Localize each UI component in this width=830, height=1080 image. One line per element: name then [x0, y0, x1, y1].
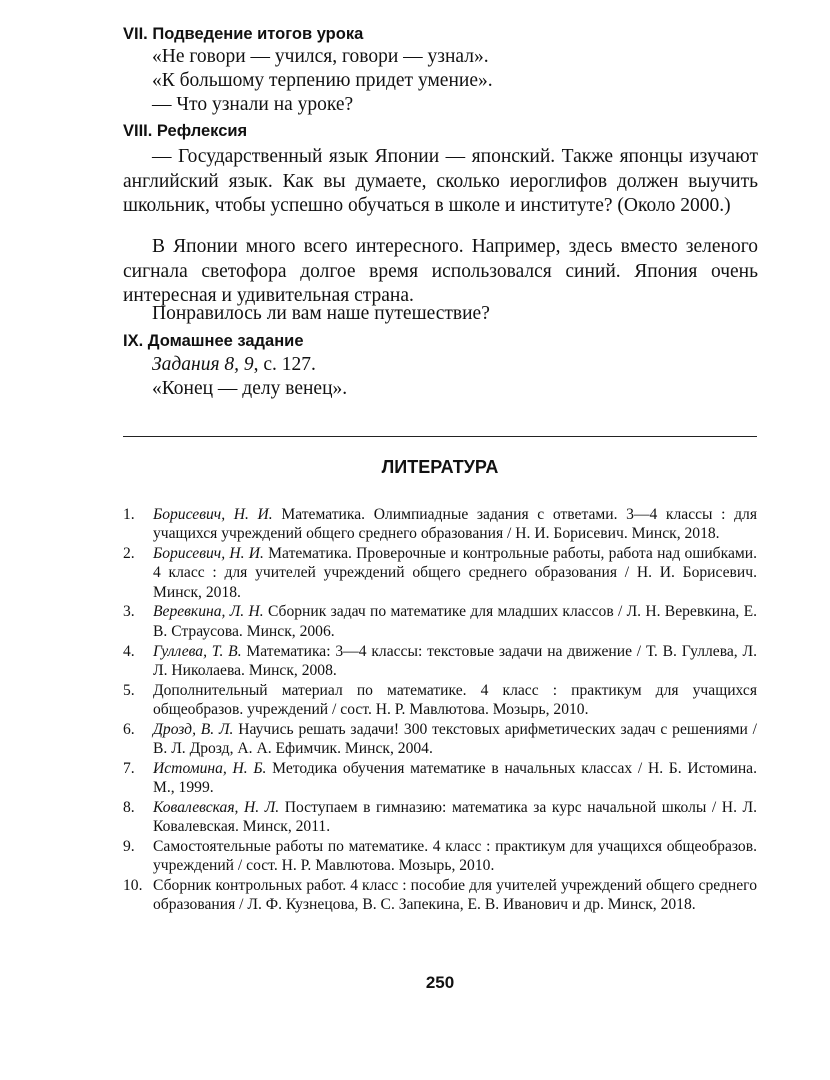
- literature-item: [123, 720, 757, 759]
- literature-item-author: Борисевич, Н. И.: [153, 545, 264, 563]
- section-ix-task-rest: , с. 127.: [253, 354, 316, 375]
- literature-item-text: Самостоятельные работы по математике. 4 класс : практикум для учащихся общеобразов. учреждений / сост. Н. Р. Мавлютова. Мозырь, 2010.: [153, 838, 757, 875]
- literature-item-text: Методика обучения математике в начальных классах / Н. Б. Истомина. М., 1999.: [153, 759, 757, 797]
- literature-item-number: 9.: [123, 838, 135, 856]
- literature-item-text: Математика. Олимпиадные задания с ответами. 3—4 классы : для учащихся учреждений общего среднего образования / Н. И. Борисевич. Минск, 2018.: [153, 506, 758, 543]
- section-viii-paragraph-2: В Японии много всего интересного. Например, здесь вместо зеленого сигнала светофора долгое время использовался синий. Япония очень интересная и удивительная страна.: [123, 236, 758, 306]
- literature-item-author: Гуллева, Т. В.: [153, 642, 242, 660]
- literature-item-text: Математика: 3—4 классы: текстовые задачи на движение / Т. В. Гуллева, Л. Л. Николаева. Минск, 2008.: [153, 642, 757, 679]
- section-vii-line-3: — Что узнали на уроке?: [152, 94, 354, 115]
- literature-item: [123, 544, 757, 602]
- literature-item: [123, 681, 757, 720]
- literature-item-text: Дополнительный материал по математике. 4 класс : практикум для учащихся общеобразов. учреждений / сост. Н. Р. Мавлютова. Мозырь, 2010.: [153, 681, 757, 718]
- section-ix-quote: «Конец — делу венец».: [152, 378, 348, 399]
- page-number: 250: [425, 973, 455, 992]
- literature-item-author: Истомина, Н. Б.: [153, 759, 267, 777]
- literature-list: [123, 505, 757, 915]
- section-divider: [123, 436, 757, 437]
- literature-item: [123, 876, 757, 915]
- literature-item: [123, 798, 757, 837]
- literature-item-author: Борисевич, Н. И.: [153, 506, 273, 523]
- literature-item-number: 1.: [123, 506, 135, 523]
- literature-item-number: 7.: [123, 759, 135, 777]
- literature-item-author: Дрозд, В. Л.: [153, 720, 234, 738]
- section-viii-paragraph-3: Понравилось ли вам наше путешествие?: [152, 303, 490, 324]
- literature-item: [123, 642, 757, 681]
- section-vii-line-2: «К большому терпению придет умение».: [152, 70, 493, 91]
- literature-item-number: 2.: [123, 545, 135, 563]
- literature-item: [123, 505, 757, 544]
- section-viii-heading: VIII. Рефлексия: [123, 122, 248, 140]
- literature-item-number: 8.: [123, 798, 135, 816]
- section-vii-line-1: «Не говори — учился, говори — узнал».: [152, 46, 489, 67]
- literature-item-text: Научись решать задачи! 300 текстовых арифметических задач с решениями / В. Л. Дрозд, А. А. Ефимчик. Минск, 2004.: [153, 720, 757, 758]
- literature-item-number: 6.: [123, 720, 135, 738]
- section-ix-task-italic: Задания 8, 9: [152, 354, 254, 375]
- literature-item-number: 4.: [123, 642, 135, 660]
- literature-item-author: Веревкина, Л. Н.: [153, 603, 264, 621]
- section-ix-task: [152, 353, 316, 377]
- section-vii-heading: VII. Подведение итогов урока: [123, 25, 364, 43]
- literature-item-text: Сборник контрольных работ. 4 класс : пособие для учителей учреждений общего среднего образования / Л. Ф. Кузнецова, В. С. Запекина, Е. В. Иванович и др. Минск, 2018.: [153, 877, 757, 914]
- literature-item: [123, 837, 757, 876]
- literature-item-text: Сборник задач по математике для младших классов / Л. Н. Веревкина, Е. В. Страусова. Минск, 2006.: [153, 603, 758, 640]
- literature-item: [123, 602, 757, 641]
- literature-item-number: 3.: [123, 603, 135, 621]
- section-viii-paragraph-1: — Государственный язык Японии — японский. Также японцы изучают английский язык. Как вы думаете, сколько иероглифов должен выучить школьник, чтобы успешно обучаться в школе и институте? (Около 2000.): [123, 146, 758, 216]
- literature-item-text: Поступаем в гимназию: математика за курс начальной школы / Н. Л. Ковалевская. Минск, 2011.: [153, 798, 757, 836]
- literature-item: [123, 759, 757, 798]
- literature-item-number: 5.: [123, 681, 135, 699]
- section-ix-heading: IX. Домашнее задание: [123, 332, 304, 350]
- literature-item-number: 10.: [123, 877, 143, 895]
- literature-item-text: Математика. Проверочные и контрольные работы, работа над ошибками. 4 класс : для учителей учреждений общего среднего образования / Н. И. Борисевич. Минск, 2018.: [153, 545, 757, 601]
- literature-item-author: Ковалевская, Н. Л.: [153, 798, 280, 816]
- literature-title: ЛИТЕРАТУРА: [381, 457, 499, 477]
